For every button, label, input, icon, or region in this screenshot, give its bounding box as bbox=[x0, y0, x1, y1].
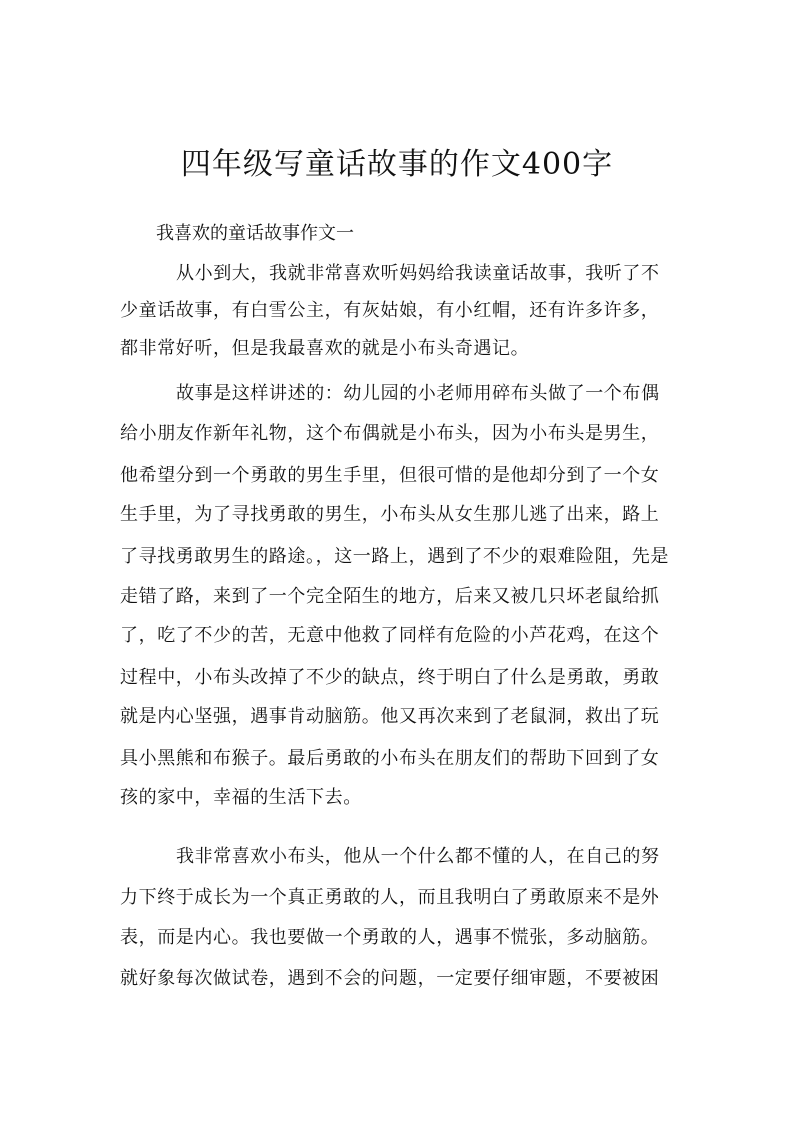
text-line: 故事是这样讲述的：幼儿园的小老师用碎布头做了一个布偶 bbox=[176, 383, 660, 404]
document-title: 四年级写童话故事的作文400字 bbox=[180, 147, 614, 182]
text-line: 孩的家中，幸福的生活下去。 bbox=[120, 787, 362, 808]
text-line: 了寻找勇敢男生的路途。，这一路上，遇到了不少的艰难险阻，先是 bbox=[120, 546, 669, 567]
text-line: 就好象每次做试卷，遇到不会的问题，一定要仔细审题，不要被困 bbox=[120, 968, 660, 989]
text-line: 就是内心坚强，遇事肯动脑筋。他又再次来到了老鼠洞，救出了玩 bbox=[120, 706, 660, 727]
text-line: 具小黑熊和布猴子。最后勇敢的小布头在朋友们的帮助下回到了女 bbox=[120, 748, 660, 769]
text-line: 都非常好听，但是我最喜欢的就是小布头奇遇记。 bbox=[120, 338, 530, 359]
text-line: 力下终于成长为一个真正勇敢的人，而且我明白了勇敢原来不是外 bbox=[120, 887, 660, 908]
text-line: 表，而是内心。我也要做一个勇敢的人，遇事不慌张，多动脑筋。 bbox=[120, 927, 660, 948]
text-line: 过程中，小布头改掉了不少的缺点，终于明白了什么是勇敢，勇敢 bbox=[120, 667, 660, 688]
text-line: 少童话故事，有白雪公主，有灰姑娘，有小红帽，还有许多许多， bbox=[120, 300, 660, 321]
document-subtitle: 我喜欢的童话故事作文一 bbox=[156, 223, 354, 244]
text-line: 我非常喜欢小布头，他从一个什么都不懂的人，在自己的努 bbox=[176, 846, 660, 867]
text-line: 给小朋友作新年礼物，这个布偶就是小布头，因为小布头是男生， bbox=[120, 423, 660, 444]
text-line: 他希望分到一个勇敢的男生手里，但很可惜的是他却分到了一个女 bbox=[120, 465, 660, 486]
text-line: 从小到大，我就非常喜欢听妈妈给我读童话故事，我听了不 bbox=[176, 263, 660, 284]
text-line: 走错了路，来到了一个完全陌生的地方，后来又被几只坏老鼠给抓 bbox=[120, 586, 660, 607]
text-line: 生手里，为了寻找勇敢的男生，小布头从女生那儿逃了出来，路上 bbox=[120, 504, 660, 525]
text-line: 了，吃了不少的苦，无意中他救了同样有危险的小芦花鸡，在这个 bbox=[120, 625, 660, 646]
